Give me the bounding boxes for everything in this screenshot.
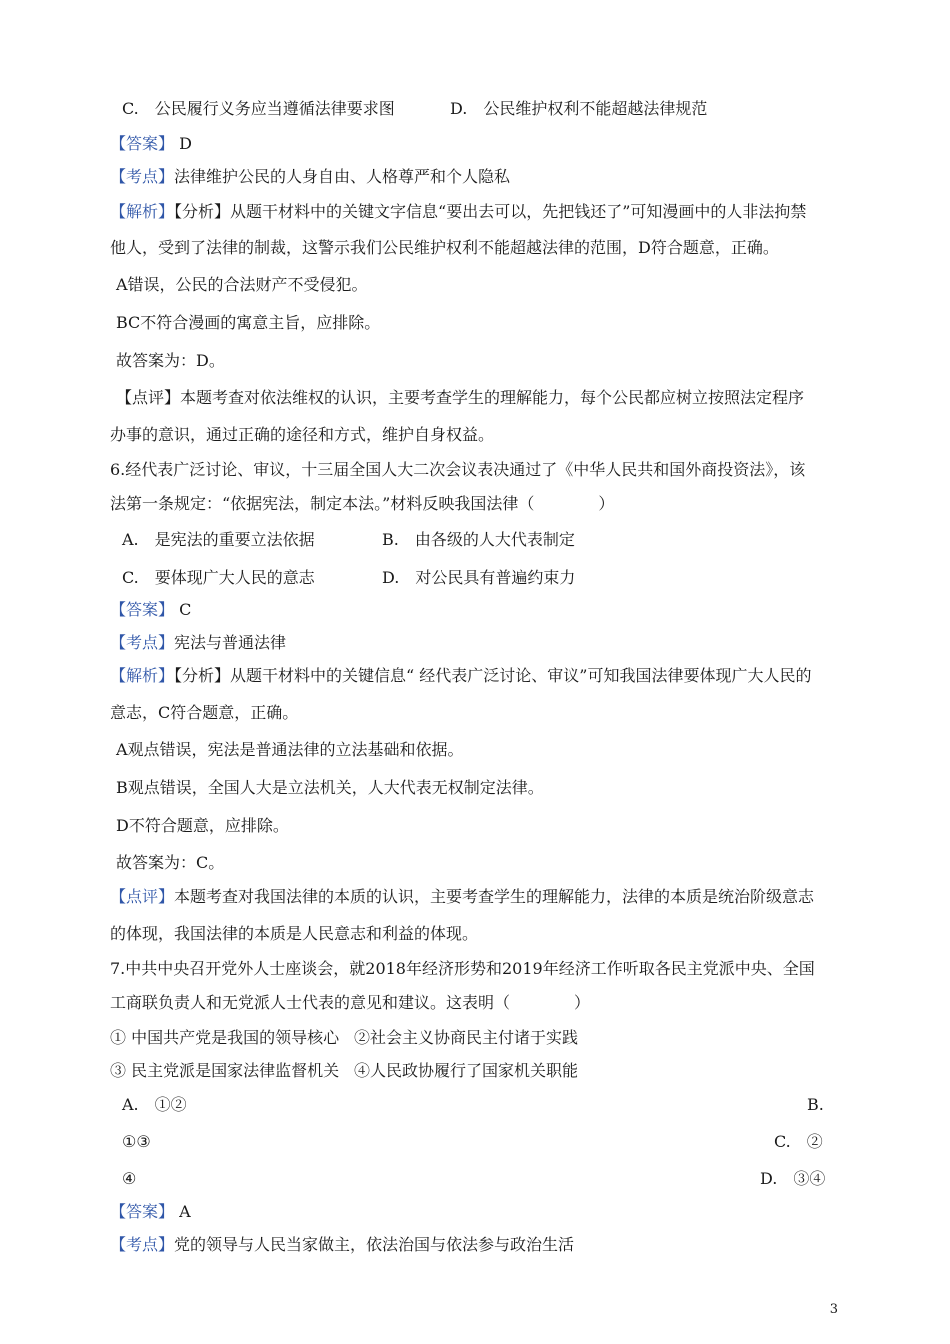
q6-answer-row <box>110 599 850 621</box>
kaodian-tag: 【考点】 <box>110 1235 175 1254</box>
q6-kaodian-row <box>110 632 850 654</box>
q6-note-a: A观点错误，宪法是普通法律的立法基础和依据。 <box>116 740 464 759</box>
page-number: 3 <box>829 1302 838 1317</box>
q7-item-2: ②社会主义协商民主付诸于实践 <box>354 1028 579 1047</box>
q7-option-d: D. ③④ <box>760 1169 826 1188</box>
q5-kaodian-row <box>110 166 850 188</box>
jiexi-tag: 【解析】 <box>110 666 175 685</box>
q6-option-b: B. 由各级的人大代表制定 <box>382 530 575 549</box>
q7-option-c-content: ④ <box>122 1169 137 1188</box>
q7-item-4: ④人民政协履行了国家机关职能 <box>354 1061 579 1080</box>
q7-stem-line1: 7.中共中央召开党外人士座谈会，就2018年经济形势和2019年经济工作听取各民主党派中央、全国 <box>110 959 815 978</box>
q5-jiexi-line1 <box>110 201 850 223</box>
q6-answer-value: C <box>179 600 192 619</box>
q7-stem-line2: 工商联负责人和无党派人士代表的意见和建议。这表明（ ） <box>110 993 591 1012</box>
q6-note-b: B观点错误，全国人大是立法机关，人大代表无权制定法律。 <box>116 778 544 797</box>
q6-option-c: C. 要体现广大人民的意志 <box>122 568 315 587</box>
q7-option-b-content: ①③ <box>122 1132 151 1151</box>
kaodian-tag: 【考点】 <box>110 167 175 186</box>
q5-option-c: C. 公民履行义务应当遵循法律要求图 <box>122 99 395 118</box>
q5-dianping-text-1: 本题考查对依法维权的认识，主要考查学生的理解能力，每个公民都应树立按照法定程序 <box>180 388 805 407</box>
q7-answer-row <box>110 1201 850 1223</box>
jiexi-tag: 【解析】 <box>110 202 175 221</box>
q7-answer-value: A <box>179 1202 191 1221</box>
q6-option-d: D. 对公民具有普遍约束力 <box>382 568 576 587</box>
q5-note-bc: BC不符合漫画的寓意主旨，应排除。 <box>116 313 381 332</box>
q7-kaodian-text: 党的领导与人民当家做主，依法治国与依法参与政治生活 <box>174 1235 575 1254</box>
q5-jiexi-text-1: 【分析】从题干材料中的关键文字信息“要出去可以，先把钱还了”可知漫画中的人非法拘禁 <box>174 202 807 221</box>
q6-stem-line1: 6.经代表广泛讨论、审议，十三届全国人大二次会议表决通过了《中华人民共和国外商投资法》，该 <box>110 460 806 479</box>
q6-jiexi-text-1: 【分析】从题干材料中的关键信息“ 经代表广泛讨论、审议”可知我国法律要体现广大人民的 <box>174 666 812 685</box>
q6-stem-line2: 法第一条规定：“依据宪法，制定本法。”材料反映我国法律（ ） <box>110 494 615 513</box>
q6-conclusion: 故答案为：C。 <box>116 853 225 872</box>
q5-conclusion: 故答案为：D。 <box>116 351 225 370</box>
q6-jiexi-line1 <box>110 665 850 687</box>
q6-dianping-line2: 的体现，我国法律的本质是人民意志和利益的体现。 <box>110 924 479 943</box>
q5-answer-row <box>110 133 850 155</box>
q7-kaodian-row <box>110 1234 850 1256</box>
q5-jiexi-line2: 他人，受到了法律的制裁，这警示我们公民维护权利不能超越法律的范围，D符合题意，正确。 <box>110 238 779 257</box>
q6-note-d: D不符合题意，应排除。 <box>116 816 289 835</box>
q7-item-3: ③ 民主党派是国家法律监督机关 <box>110 1061 340 1080</box>
q5-answer-value: D <box>179 134 192 153</box>
q5-kaodian-text: 法律维护公民的人身自由、人格尊严和个人隐私 <box>174 167 511 186</box>
q7-item-1: ① 中国共产党是我国的领导核心 <box>110 1028 340 1047</box>
dianping-tag: 【点评】 <box>110 887 175 906</box>
q5-note-a: A错误，公民的合法财产不受侵犯。 <box>116 275 368 294</box>
answer-tag: 【答案】 <box>110 600 175 619</box>
answer-tag: 【答案】 <box>110 1202 175 1221</box>
q6-dianping-text-1: 本题考查对我国法律的本质的认识，主要考查学生的理解能力，法律的本质是统治阶级意志 <box>174 887 815 906</box>
q7-option-a: A. ①② <box>122 1095 187 1114</box>
q6-kaodian-text: 宪法与普通法律 <box>174 633 287 652</box>
q5-dianping-line1 <box>116 387 856 409</box>
q6-dianping-line1 <box>110 886 850 908</box>
q7-option-b: B. <box>807 1095 824 1114</box>
q7-option-c: C. ② <box>774 1132 823 1151</box>
q5-option-d: D. 公民维护权利不能超越法律规范 <box>450 99 708 118</box>
dianping-tag: 【点评】 <box>116 388 181 407</box>
q6-option-a: A. 是宪法的重要立法依据 <box>122 530 315 549</box>
kaodian-tag: 【考点】 <box>110 633 175 652</box>
answer-tag: 【答案】 <box>110 134 175 153</box>
q5-dianping-line2: 办事的意识，通过正确的途径和方式，维护自身权益。 <box>110 425 495 444</box>
q6-jiexi-line2: 意志，C符合题意，正确。 <box>110 703 299 722</box>
